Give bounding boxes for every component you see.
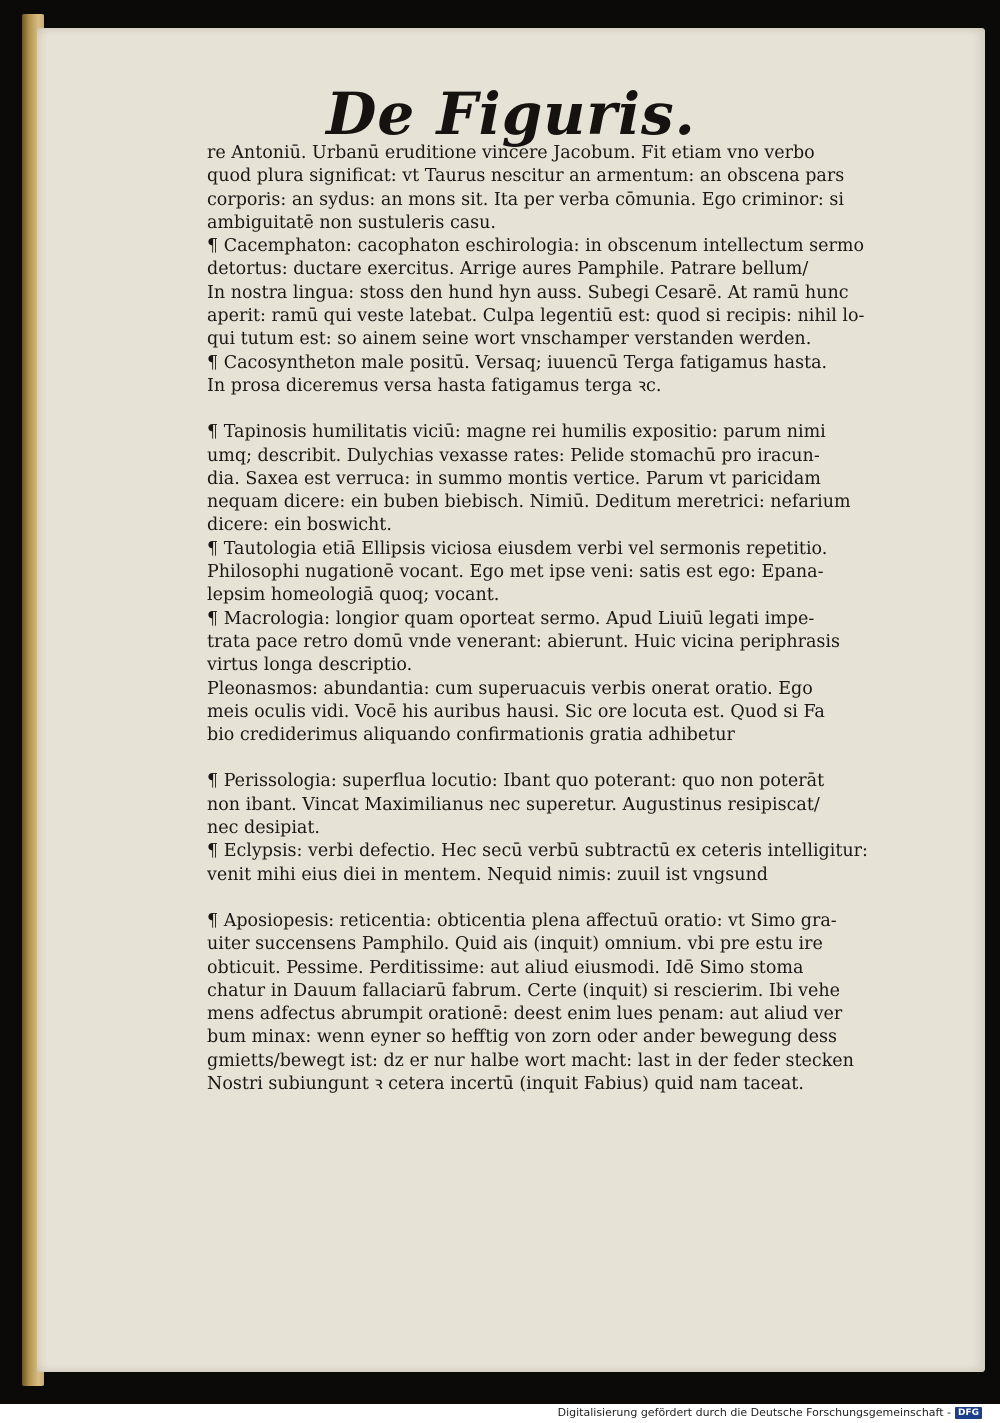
text-paragraph bbox=[207, 538, 942, 608]
text-line: nec desipiat. bbox=[207, 818, 320, 839]
text-line: Philosophi nugationē vocant. Ego met ipse veni: satis est ego: Epana- bbox=[207, 562, 824, 583]
text-line: quod plura significat: vt Taurus nescitur an armentum: an obscena pars bbox=[207, 166, 845, 187]
text-line: Nostri subiungunt ꝛ cetera incertū (inquit Fabius) quid nam taceat. bbox=[207, 1073, 804, 1094]
text-line: In nostra lingua: stoss den hund hyn auss. Subegi Cesarē. At ramū hunc bbox=[207, 282, 849, 303]
text-line: bum minax: wenn eyner so hefftig von zorn oder ander bewegung dess bbox=[207, 1027, 837, 1048]
text-line: Pleonasmos: abundantia: cum superuacuis verbis onerat oratio. Ego bbox=[207, 678, 813, 699]
text-paragraph bbox=[207, 142, 942, 235]
text-line: meis oculis vidi. Vocē his auribus hausi. Sic ore locuta est. Quod si Fa bbox=[207, 701, 825, 722]
text-paragraph bbox=[207, 235, 942, 351]
text-line: ambiguitatē non sustuleris casu. bbox=[207, 212, 496, 233]
text-paragraph bbox=[207, 608, 942, 678]
text-line: nequam dicere: ein buben biebisch. Nimiū. Deditum meretrici: nefarium bbox=[207, 492, 851, 513]
text-paragraph bbox=[207, 678, 942, 748]
dfg-logo: DFG bbox=[955, 1407, 982, 1419]
text-paragraph bbox=[207, 352, 942, 399]
text-line: dicere: ein boswicht. bbox=[207, 515, 392, 536]
paragraph-gap bbox=[207, 747, 942, 770]
text-paragraph bbox=[207, 840, 942, 887]
digitization-credit bbox=[558, 1404, 982, 1421]
text-line: ¶ Tapinosis humilitatis viciū: magne rei humilis expositio: parum nimi bbox=[207, 422, 826, 443]
text-line: corporis: an sydus: an mons sit. Ita per verba cōmunia. Ego criminor: si bbox=[207, 189, 844, 210]
text-line: trata pace retro domū vnde venerant: abierunt. Huic vicina periphrasis bbox=[207, 631, 840, 652]
text-line: ¶ Aposiopesis: reticentia: obticentia plena affectuū oratio: vt Simo gra- bbox=[207, 910, 837, 931]
paragraph-gap bbox=[207, 887, 942, 910]
text-paragraph bbox=[207, 910, 942, 1096]
text-paragraph bbox=[207, 421, 942, 537]
text-line: ¶ Perissologia: superflua locutio: Ibant quo poterant: quo non poterāt bbox=[207, 771, 825, 792]
text-line: ¶ Cacosyntheton male positū. Versaq; iuuencū Terga fatigamus hasta. bbox=[207, 352, 828, 373]
text-line: gmietts/bewegt ist: dz er nur halbe wort macht: last in der feder stecken bbox=[207, 1050, 854, 1071]
text-line: detortus: ductare exercitus. Arrige aures Pamphile. Patrare bellum/ bbox=[207, 259, 809, 280]
credit-text: Digitalisierung gefördert durch die Deutsche Forschungsgemeinschaft - bbox=[557, 1406, 951, 1419]
text-line: virtus longa descriptio. bbox=[207, 655, 413, 676]
text-line: ¶ Tautologia etiā Ellipsis viciosa eiusdem verbi vel sermonis repetitio. bbox=[207, 538, 828, 559]
text-line: bio crediderimus aliquando confirmationis gratia adhibetur bbox=[207, 725, 735, 746]
text-line: ¶ Cacemphaton: cacophaton eschirologia: in obscenum intellectum sermo bbox=[207, 236, 864, 257]
text-line: In prosa diceremus versa hasta fatigamus terga ꝛc. bbox=[207, 375, 662, 396]
text-paragraph bbox=[207, 770, 942, 840]
text-line: dia. Saxea est verruca: in summo montis vertice. Parum vt paricidam bbox=[207, 468, 821, 489]
text-line: qui tutum est: so ainem seine wort vnschamper verstanden werden. bbox=[207, 329, 812, 350]
text-line: re Antoniū. Urbanū eruditione vincere Jacobum. Fit etiam vno verbo bbox=[207, 143, 815, 163]
text-line: lepsim homeologiā quoq; vocant. bbox=[207, 585, 500, 606]
text-line: mens adfectus abrumpit orationē: deest enim lues penam: aut aliud ver bbox=[207, 1004, 843, 1025]
text-line: ¶ Eclypsis: verbi defectio. Hec secū verbū subtractū ex ceteris intelligitur: bbox=[207, 841, 868, 862]
text-line: obticuit. Pessime. Perditissime: aut aliud eiusmodi. Idē Simo stoma bbox=[207, 957, 804, 978]
text-line: umq; describit. Dulychias vexasse rates: Pelide stomachū pro iracun- bbox=[207, 445, 820, 466]
text-line: chatur in Dauum fallaciarū fabrum. Certe (inquit) si rescierim. Ibi vehe bbox=[207, 980, 841, 1001]
running-head: De Figuris. bbox=[326, 80, 696, 148]
text-line: ¶ Macrologia: longior quam oporteat sermo. Apud Liuiū legati impe- bbox=[207, 608, 815, 629]
paragraph-gap bbox=[207, 398, 942, 421]
text-block bbox=[207, 142, 942, 1096]
text-line: uiter succensens Pamphilo. Quid ais (inquit) omnium. vbi pre estu ire bbox=[207, 934, 823, 955]
text-line: aperit: ramū qui veste latebat. Culpa legentiū est: quod si recipis: nihil lo- bbox=[207, 306, 865, 327]
text-line: non ibant. Vincat Maximilianus nec superetur. Augustinus resipiscat/ bbox=[207, 794, 820, 815]
text-line: venit mihi eius diei in mentem. Nequid nimis: zuuil ist vngsund bbox=[207, 864, 768, 885]
